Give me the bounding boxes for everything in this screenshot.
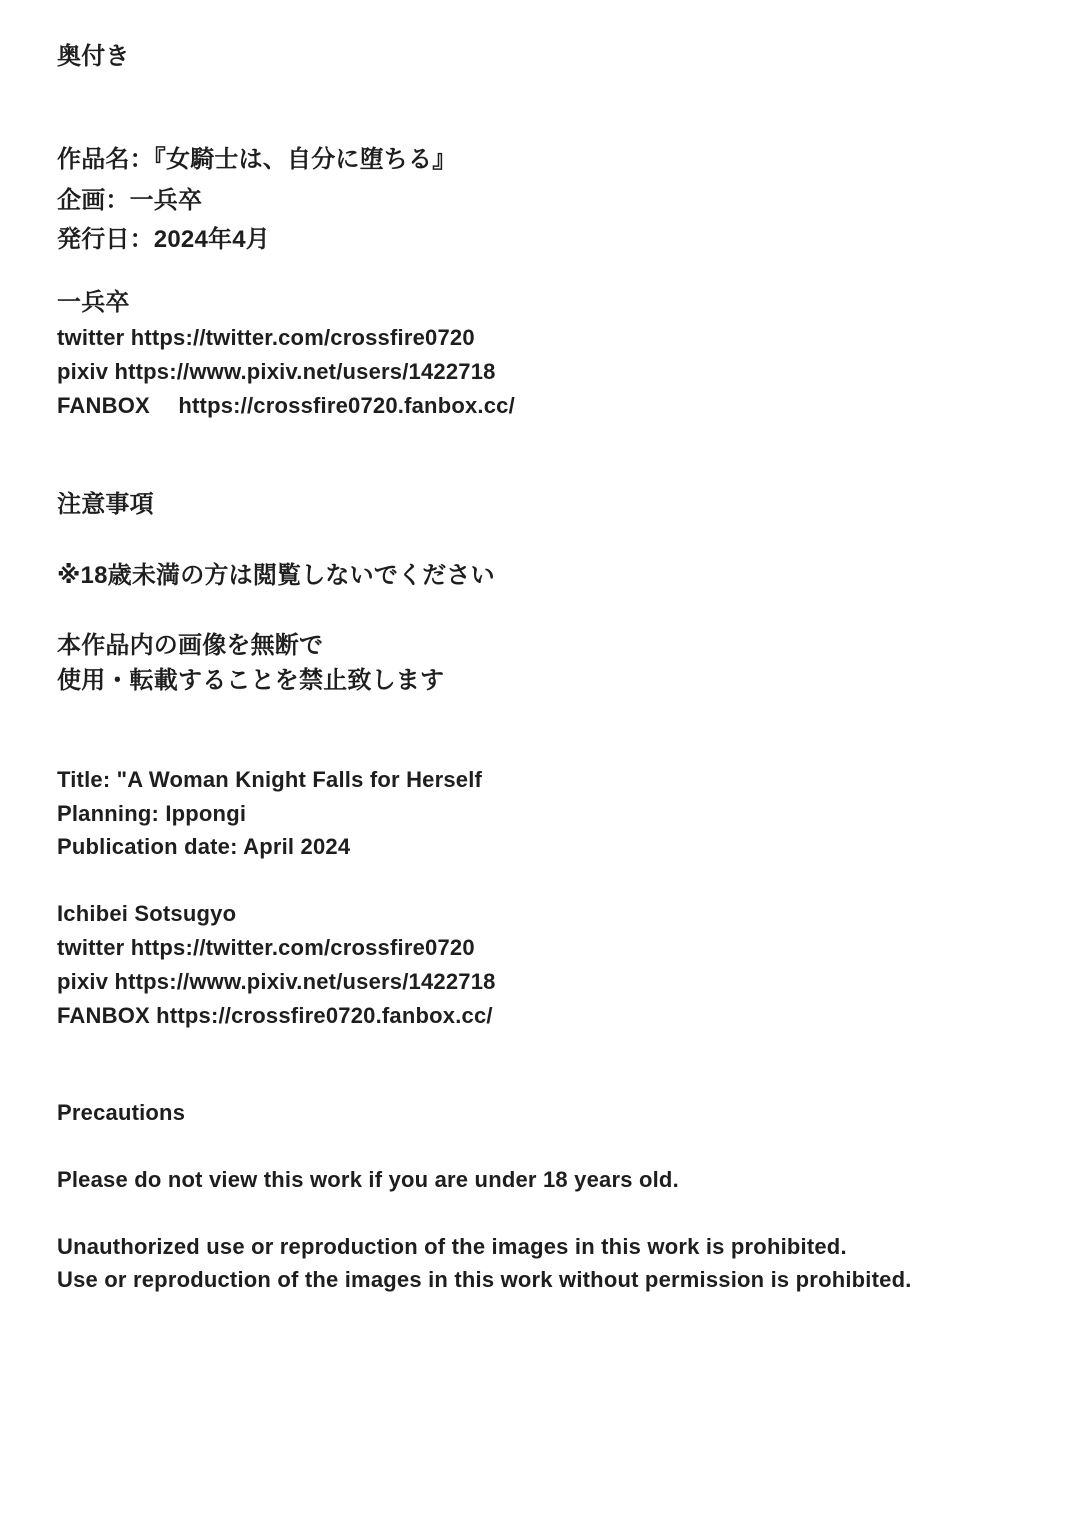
work-title-jp: 作品名：『女騎士は、自分に堕ちる』 xyxy=(57,146,457,173)
planning-en: Planning: Ippongi xyxy=(57,801,247,826)
planning-jp: 企画：一兵卒 xyxy=(57,187,203,214)
fanbox-url-en-section: FANBOX https://crossfire0720.fanbox.cc/ xyxy=(57,1003,493,1028)
reproduction-notice-en-line1: Unauthorized use or reproduction of the images in this work is prohibited. xyxy=(57,1234,847,1259)
age-warning-en: Please do not view this work if you are under 18 years old. xyxy=(57,1167,679,1192)
pixiv-url-jp-section: pixiv https://www.pixiv.net/users/1422718 xyxy=(57,359,496,384)
fanbox-url-jp-section: FANBOX https://crossfire0720.fanbox.cc/ xyxy=(57,393,515,418)
twitter-url-jp-section: twitter https://twitter.com/crossfire0720 xyxy=(57,325,475,350)
publication-date-jp: 発行日：2024年4月 xyxy=(57,226,270,253)
age-warning-jp: ※18歳未満の方は閲覧しないでください xyxy=(57,562,495,589)
publication-date-en: Publication date: April 2024 xyxy=(57,834,351,859)
circle-name-en: Ichibei Sotsugyo xyxy=(57,901,237,926)
colophon-heading: 奥付き xyxy=(57,43,130,70)
reproduction-notice-en-line2: Use or reproduction of the images in this work without permission is prohibited. xyxy=(57,1267,912,1292)
pixiv-url-en-section: pixiv https://www.pixiv.net/users/1422718 xyxy=(57,969,496,994)
precautions-heading-en: Precautions xyxy=(57,1100,186,1125)
twitter-url-en-section: twitter https://twitter.com/crossfire0720 xyxy=(57,935,475,960)
reproduction-notice-jp-line2: 使用・転載することを禁止致します xyxy=(57,667,445,694)
work-title-en: Title: "A Woman Knight Falls for Herself xyxy=(57,767,483,792)
circle-name-jp: 一兵卒 xyxy=(57,289,130,316)
reproduction-notice-jp-line1: 本作品内の画像を無断で xyxy=(57,632,324,659)
precautions-heading-jp: 注意事項 xyxy=(57,491,154,518)
